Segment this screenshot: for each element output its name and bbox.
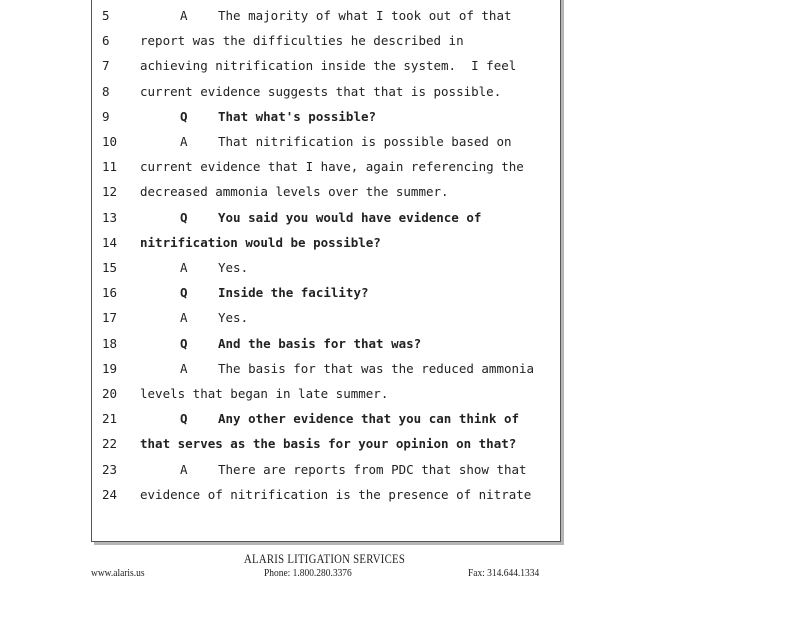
speaker-label: A	[180, 461, 188, 477]
transcript-line	[92, 31, 562, 51]
line-number: 10	[102, 134, 118, 149]
line-number: 19	[102, 360, 118, 376]
line-text: Any other evidence that you can think of	[218, 411, 520, 427]
transcript-line	[92, 82, 562, 102]
speaker-label: Q	[180, 285, 188, 301]
line-text: The basis for that was the reduced ammonia	[218, 360, 535, 376]
line-text: achieving nitrification inside the system. I feel	[140, 58, 517, 74]
transcript-line	[92, 233, 562, 253]
firm-phone: Phone: 1.800.280.3376	[264, 567, 352, 579]
transcript-line	[92, 434, 562, 454]
line-number: 14	[102, 234, 118, 250]
line-number: 20	[102, 386, 118, 401]
transcript-line	[92, 6, 562, 26]
line-number: 18	[102, 335, 118, 351]
transcript-line	[92, 460, 562, 480]
line-text: report was the difficulties he described in	[140, 33, 464, 49]
line-text: Yes.	[218, 310, 249, 326]
transcript-page	[91, 0, 561, 542]
speaker-label: A	[180, 260, 188, 275]
line-text: And the basis for that was?	[218, 335, 422, 351]
line-text: That what's possible?	[218, 108, 377, 124]
speaker-label: Q	[180, 108, 188, 124]
line-text: You said you would have evidence of	[218, 209, 482, 225]
line-number: 16	[102, 285, 118, 301]
transcript-line	[92, 157, 562, 177]
firm-name: ALARIS LITIGATION SERVICES	[244, 552, 406, 566]
speaker-label: Q	[180, 209, 188, 225]
speaker-label: A	[180, 310, 188, 326]
transcript-line	[92, 208, 562, 228]
transcript-line	[92, 283, 562, 303]
transcript-line	[92, 359, 562, 379]
line-number: 8	[102, 83, 110, 99]
speaker-label: A	[180, 8, 188, 23]
line-text: decreased ammonia levels over the summer.	[140, 184, 449, 200]
line-text: nitrification would be possible?	[140, 234, 381, 250]
speaker-label: Q	[180, 335, 188, 351]
speaker-label: A	[180, 360, 188, 376]
line-text: Yes.	[218, 260, 249, 275]
firm-website[interactable]: www.alaris.us	[91, 567, 145, 579]
line-text: levels that began in late summer.	[140, 386, 389, 401]
line-number: 13	[102, 209, 118, 225]
line-number: 21	[102, 411, 118, 427]
transcript-line	[92, 409, 562, 429]
line-text: current evidence that I have, again referencing the	[140, 159, 524, 175]
transcript-line	[92, 182, 562, 202]
line-text: That nitrification is possible based on	[218, 134, 512, 149]
line-number: 23	[102, 461, 118, 477]
line-text: There are reports from PDC that show that	[218, 461, 527, 477]
line-text: current evidence suggests that that is possible.	[140, 83, 502, 99]
transcript-line	[92, 384, 562, 404]
line-number: 15	[102, 260, 118, 275]
speaker-label: A	[180, 134, 188, 149]
transcript-line	[92, 334, 562, 354]
line-number: 24	[102, 486, 118, 502]
line-number: 6	[102, 33, 110, 49]
transcript-line	[92, 132, 562, 152]
transcript-line	[92, 258, 562, 278]
line-number: 17	[102, 310, 118, 326]
line-number: 7	[102, 58, 110, 74]
line-text: Inside the facility?	[218, 285, 369, 301]
line-text: The majority of what I took out of that	[218, 8, 512, 23]
line-text: that serves as the basis for your opinion on that?	[140, 436, 517, 452]
transcript-line	[92, 107, 562, 127]
line-number: 11	[102, 159, 118, 175]
transcript-line	[92, 485, 562, 505]
line-number: 12	[102, 184, 118, 200]
line-number: 22	[102, 436, 118, 452]
line-number: 9	[102, 108, 110, 124]
line-number: 5	[102, 8, 110, 23]
speaker-label: Q	[180, 411, 188, 427]
firm-fax: Fax: 314.644.1334	[468, 567, 540, 579]
transcript-line	[92, 308, 562, 328]
transcript-line	[92, 56, 562, 76]
line-text: evidence of nitrification is the presence of nitrate	[140, 486, 532, 502]
